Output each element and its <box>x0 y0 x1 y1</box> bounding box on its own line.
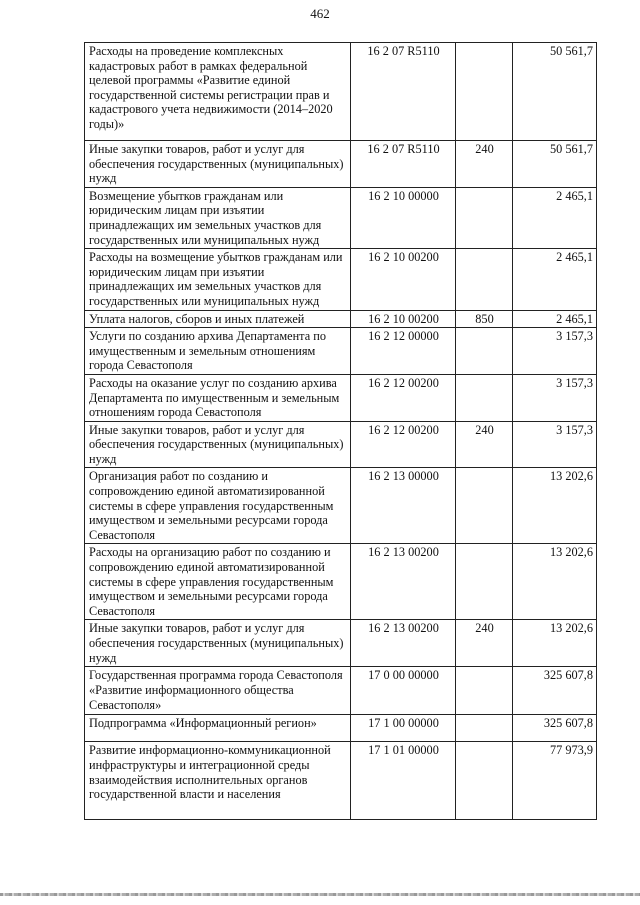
table-row <box>85 667 597 715</box>
row-name: Государственная программа города Севастополя «Развитие информационного общества Севастополя» <box>85 667 351 715</box>
row-name: Расходы на оказание услуг по созданию архива Департамента по имущественным и земельным отношениям города Севастополя <box>85 374 351 421</box>
row-sum: 3 157,3 <box>513 421 597 468</box>
row-type <box>456 715 513 742</box>
budget-table <box>84 42 597 820</box>
row-sum: 13 202,6 <box>513 544 597 620</box>
row-code: 16 2 12 00200 <box>351 421 456 468</box>
row-code: 16 2 10 00200 <box>351 249 456 310</box>
row-type: 240 <box>456 620 513 667</box>
row-sum: 2 465,1 <box>513 249 597 310</box>
row-code: 16 2 13 00200 <box>351 620 456 667</box>
row-name: Подпрограмма «Информационный регион» <box>85 715 351 742</box>
row-code: 17 0 00 00000 <box>351 667 456 715</box>
row-sum: 77 973,9 <box>513 742 597 820</box>
row-code: 16 2 12 00000 <box>351 328 456 375</box>
table-row <box>85 141 597 188</box>
row-code: 17 1 01 00000 <box>351 742 456 820</box>
row-sum: 325 607,8 <box>513 667 597 715</box>
table-row <box>85 310 597 328</box>
table-row <box>85 544 597 620</box>
table-row <box>85 620 597 667</box>
table-row <box>85 468 597 544</box>
table-row <box>85 374 597 421</box>
row-type <box>456 544 513 620</box>
row-sum: 50 561,7 <box>513 43 597 141</box>
row-code: 16 2 12 00200 <box>351 374 456 421</box>
row-sum: 2 465,1 <box>513 310 597 328</box>
row-type: 240 <box>456 421 513 468</box>
row-type <box>456 374 513 421</box>
row-type <box>456 328 513 375</box>
row-type <box>456 742 513 820</box>
row-code: 16 2 07 R5110 <box>351 141 456 188</box>
row-name: Расходы на организацию работ по созданию и сопровождению единой автоматизированной системы в сфере управления государственным имуществом и земельными ресурсами города Севастополя <box>85 544 351 620</box>
row-name: Иные закупки товаров, работ и услуг для обеспечения государственных (муниципальных) нужд <box>85 421 351 468</box>
scan-bottom-edge <box>0 893 640 896</box>
row-name: Развитие информационно-коммуникационной инфраструктуры и интеграционной среды взаимодействия исполнительных органов государственной власти и населения <box>85 742 351 820</box>
row-code: 16 2 13 00000 <box>351 468 456 544</box>
row-code: 16 2 13 00200 <box>351 544 456 620</box>
table-row <box>85 715 597 742</box>
row-name: Услуги по созданию архива Департамента по имущественным и земельным отношениям города Севастополя <box>85 328 351 375</box>
table-row <box>85 249 597 310</box>
table-row <box>85 43 597 141</box>
row-type: 240 <box>456 141 513 188</box>
row-sum: 325 607,8 <box>513 715 597 742</box>
row-sum: 2 465,1 <box>513 187 597 248</box>
row-sum: 50 561,7 <box>513 141 597 188</box>
row-code: 16 2 10 00000 <box>351 187 456 248</box>
table-row <box>85 742 597 820</box>
table-row <box>85 187 597 248</box>
row-type <box>456 43 513 141</box>
row-type <box>456 667 513 715</box>
row-name: Иные закупки товаров, работ и услуг для обеспечения государственных (муниципальных) нужд <box>85 620 351 667</box>
row-type <box>456 468 513 544</box>
table-row <box>85 421 597 468</box>
budget-table-body <box>85 43 597 820</box>
row-name: Возмещение убытков гражданам или юридическим лицам при изъятии принадлежащих им земельных участков для государственных или муниципальных нужд <box>85 187 351 248</box>
row-code: 16 2 10 00200 <box>351 310 456 328</box>
row-type <box>456 187 513 248</box>
row-code: 17 1 00 00000 <box>351 715 456 742</box>
row-sum: 13 202,6 <box>513 620 597 667</box>
row-name: Уплата налогов, сборов и иных платежей <box>85 310 351 328</box>
row-type: 850 <box>456 310 513 328</box>
page-number: 462 <box>310 6 330 21</box>
row-sum: 3 157,3 <box>513 328 597 375</box>
row-sum: 3 157,3 <box>513 374 597 421</box>
row-name: Иные закупки товаров, работ и услуг для обеспечения государственных (муниципальных) нужд <box>85 141 351 188</box>
row-name: Организация работ по созданию и сопровождению единой автоматизированной системы в сфере управления государственным имуществом и земельными ресурсами города Севастополя <box>85 468 351 544</box>
row-sum: 13 202,6 <box>513 468 597 544</box>
row-name: Расходы на возмещение убытков гражданам или юридическим лицам при изъятии принадлежащих им земельных участков для государственных или муниципальных нужд <box>85 249 351 310</box>
row-code: 16 2 07 R5110 <box>351 43 456 141</box>
row-name: Расходы на проведение комплексных кадастровых работ в рамках федеральной целевой программы «Развитие единой государственной системы регистрации прав и кадастрового учета недвижимости (2014–2020 годы)» <box>85 43 351 141</box>
table-row <box>85 328 597 375</box>
row-type <box>456 249 513 310</box>
